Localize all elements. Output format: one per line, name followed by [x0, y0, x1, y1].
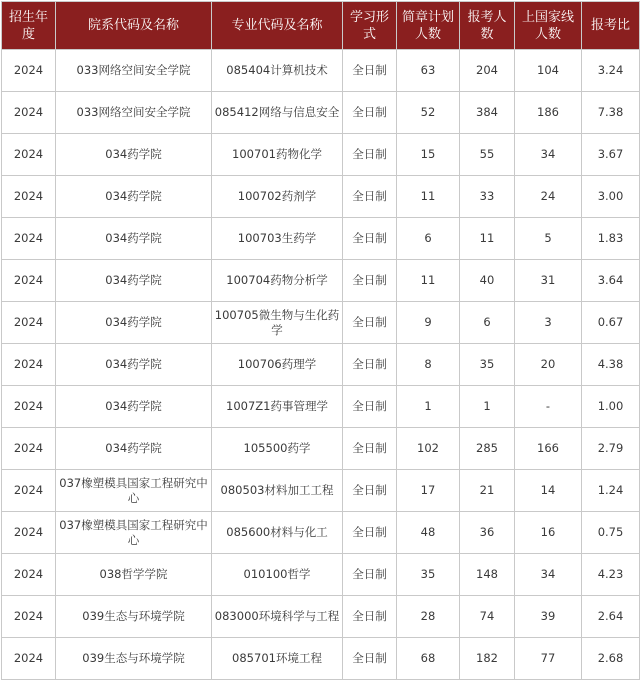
header-major: 专业代码及名称	[212, 2, 343, 50]
header-application-ratio: 报考比	[582, 2, 640, 50]
cell-passed-national-line: 5	[515, 218, 582, 260]
cell-major: 105500药学	[212, 428, 343, 470]
header-passed-national-line: 上国家线人数	[515, 2, 582, 50]
cell-study-mode: 全日制	[343, 596, 397, 638]
cell-planned-enrollment: 11	[397, 260, 460, 302]
cell-planned-enrollment: 48	[397, 512, 460, 554]
cell-year: 2024	[2, 176, 56, 218]
cell-planned-enrollment: 102	[397, 428, 460, 470]
cell-application-ratio: 1.00	[582, 386, 640, 428]
cell-year: 2024	[2, 92, 56, 134]
cell-application-ratio: 4.38	[582, 344, 640, 386]
header-planned-enrollment: 简章计划人数	[397, 2, 460, 50]
table-row	[2, 92, 640, 134]
cell-passed-national-line: 3	[515, 302, 582, 344]
cell-major: 100704药物分析学	[212, 260, 343, 302]
cell-year: 2024	[2, 218, 56, 260]
cell-department: 037橡塑模具国家工程研究中心	[56, 512, 212, 554]
cell-applicants: 182	[460, 638, 515, 680]
cell-passed-national-line: 166	[515, 428, 582, 470]
cell-year: 2024	[2, 596, 56, 638]
cell-applicants: 33	[460, 176, 515, 218]
cell-application-ratio: 0.75	[582, 512, 640, 554]
cell-year: 2024	[2, 302, 56, 344]
table-row	[2, 596, 640, 638]
cell-applicants: 148	[460, 554, 515, 596]
cell-major: 1007Z1药事管理学	[212, 386, 343, 428]
cell-major: 085701环境工程	[212, 638, 343, 680]
cell-planned-enrollment: 63	[397, 50, 460, 92]
table-row	[2, 50, 640, 92]
cell-passed-national-line: 104	[515, 50, 582, 92]
admission-table-container	[1, 1, 639, 680]
cell-applicants: 74	[460, 596, 515, 638]
cell-department: 034药学院	[56, 176, 212, 218]
cell-department: 039生态与环境学院	[56, 596, 212, 638]
cell-passed-national-line: 77	[515, 638, 582, 680]
cell-applicants: 36	[460, 512, 515, 554]
cell-year: 2024	[2, 134, 56, 176]
cell-department: 034药学院	[56, 134, 212, 176]
cell-application-ratio: 3.64	[582, 260, 640, 302]
cell-passed-national-line: 34	[515, 554, 582, 596]
cell-applicants: 11	[460, 218, 515, 260]
cell-department: 038哲学学院	[56, 554, 212, 596]
cell-application-ratio: 4.23	[582, 554, 640, 596]
cell-year: 2024	[2, 470, 56, 512]
cell-application-ratio: 2.68	[582, 638, 640, 680]
cell-application-ratio: 2.64	[582, 596, 640, 638]
cell-passed-national-line: 14	[515, 470, 582, 512]
cell-applicants: 6	[460, 302, 515, 344]
cell-department: 034药学院	[56, 302, 212, 344]
cell-major: 085600材料与化工	[212, 512, 343, 554]
header-applicants: 报考人数	[460, 2, 515, 50]
table-row	[2, 260, 640, 302]
table-row	[2, 470, 640, 512]
cell-planned-enrollment: 1	[397, 386, 460, 428]
cell-applicants: 55	[460, 134, 515, 176]
cell-planned-enrollment: 52	[397, 92, 460, 134]
cell-passed-national-line: 24	[515, 176, 582, 218]
cell-study-mode: 全日制	[343, 512, 397, 554]
cell-department: 034药学院	[56, 428, 212, 470]
cell-study-mode: 全日制	[343, 176, 397, 218]
cell-year: 2024	[2, 554, 56, 596]
cell-study-mode: 全日制	[343, 92, 397, 134]
cell-planned-enrollment: 28	[397, 596, 460, 638]
cell-passed-national-line: 16	[515, 512, 582, 554]
cell-major: 085404计算机技术	[212, 50, 343, 92]
cell-application-ratio: 3.24	[582, 50, 640, 92]
cell-passed-national-line: 31	[515, 260, 582, 302]
cell-planned-enrollment: 6	[397, 218, 460, 260]
cell-major: 080503材料加工工程	[212, 470, 343, 512]
cell-application-ratio: 1.83	[582, 218, 640, 260]
cell-study-mode: 全日制	[343, 470, 397, 512]
table-row	[2, 512, 640, 554]
cell-planned-enrollment: 68	[397, 638, 460, 680]
cell-department: 034药学院	[56, 344, 212, 386]
cell-study-mode: 全日制	[343, 428, 397, 470]
cell-applicants: 285	[460, 428, 515, 470]
header-year: 招生年度	[2, 2, 56, 50]
cell-study-mode: 全日制	[343, 554, 397, 596]
table-body	[2, 50, 640, 680]
cell-study-mode: 全日制	[343, 302, 397, 344]
cell-major: 100705微生物与生化药学	[212, 302, 343, 344]
cell-application-ratio: 0.67	[582, 302, 640, 344]
cell-applicants: 1	[460, 386, 515, 428]
cell-study-mode: 全日制	[343, 134, 397, 176]
table-row	[2, 134, 640, 176]
cell-application-ratio: 3.67	[582, 134, 640, 176]
table-row	[2, 554, 640, 596]
cell-major: 010100哲学	[212, 554, 343, 596]
cell-department: 034药学院	[56, 260, 212, 302]
cell-major: 100706药理学	[212, 344, 343, 386]
cell-applicants: 204	[460, 50, 515, 92]
cell-year: 2024	[2, 428, 56, 470]
table-row	[2, 386, 640, 428]
header-department: 院系代码及名称	[56, 2, 212, 50]
admission-statistics-table	[1, 1, 640, 680]
cell-passed-national-line: 34	[515, 134, 582, 176]
table-row	[2, 218, 640, 260]
cell-planned-enrollment: 17	[397, 470, 460, 512]
cell-department: 037橡塑模具国家工程研究中心	[56, 470, 212, 512]
table-row	[2, 344, 640, 386]
cell-major: 100703生药学	[212, 218, 343, 260]
cell-planned-enrollment: 9	[397, 302, 460, 344]
cell-year: 2024	[2, 512, 56, 554]
cell-planned-enrollment: 8	[397, 344, 460, 386]
cell-application-ratio: 1.24	[582, 470, 640, 512]
table-row	[2, 176, 640, 218]
cell-application-ratio: 7.38	[582, 92, 640, 134]
table-row	[2, 302, 640, 344]
cell-year: 2024	[2, 344, 56, 386]
cell-major: 100701药物化学	[212, 134, 343, 176]
cell-year: 2024	[2, 50, 56, 92]
cell-application-ratio: 2.79	[582, 428, 640, 470]
cell-planned-enrollment: 35	[397, 554, 460, 596]
cell-year: 2024	[2, 638, 56, 680]
cell-department: 039生态与环境学院	[56, 638, 212, 680]
cell-applicants: 40	[460, 260, 515, 302]
cell-year: 2024	[2, 260, 56, 302]
cell-department: 033网络空间安全学院	[56, 92, 212, 134]
cell-major: 083000环境科学与工程	[212, 596, 343, 638]
cell-passed-national-line: 20	[515, 344, 582, 386]
cell-study-mode: 全日制	[343, 260, 397, 302]
cell-major: 100702药剂学	[212, 176, 343, 218]
cell-application-ratio: 3.00	[582, 176, 640, 218]
cell-passed-national-line: 186	[515, 92, 582, 134]
cell-planned-enrollment: 15	[397, 134, 460, 176]
cell-department: 034药学院	[56, 386, 212, 428]
cell-study-mode: 全日制	[343, 386, 397, 428]
cell-applicants: 35	[460, 344, 515, 386]
table-row	[2, 428, 640, 470]
header-study-mode: 学习形式	[343, 2, 397, 50]
cell-passed-national-line: -	[515, 386, 582, 428]
cell-applicants: 384	[460, 92, 515, 134]
cell-applicants: 21	[460, 470, 515, 512]
cell-major: 085412网络与信息安全	[212, 92, 343, 134]
table-row	[2, 638, 640, 680]
cell-passed-national-line: 39	[515, 596, 582, 638]
cell-study-mode: 全日制	[343, 638, 397, 680]
cell-year: 2024	[2, 386, 56, 428]
cell-department: 033网络空间安全学院	[56, 50, 212, 92]
cell-department: 034药学院	[56, 218, 212, 260]
header-row	[2, 2, 640, 50]
cell-planned-enrollment: 11	[397, 176, 460, 218]
cell-study-mode: 全日制	[343, 218, 397, 260]
cell-study-mode: 全日制	[343, 344, 397, 386]
cell-study-mode: 全日制	[343, 50, 397, 92]
